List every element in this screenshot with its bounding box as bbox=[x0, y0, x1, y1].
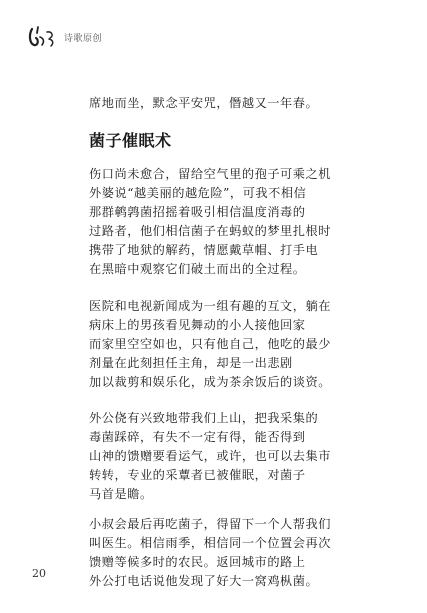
paragraph-3-line-5: 马首是瞻。 bbox=[89, 487, 153, 501]
paragraph-2-line-3: 而家里空空如也，只有他自己，他吃的最少 bbox=[89, 337, 332, 351]
page-number: 20 bbox=[32, 567, 46, 580]
paragraph-4-line-4: 外公打电话说他发现了好大一窝鸡枞菌。 bbox=[89, 574, 319, 588]
paragraph-3-line-4: 转转，专业的采蕈者已被催眠，对菌子 bbox=[89, 468, 306, 482]
paragraph-4-line-2: 叫医生。相信雨季，相信同一个位置会再次 bbox=[89, 536, 332, 550]
paragraph-3-line-3: 山神的馈赠要看运气，或许，也可以去集市 bbox=[89, 449, 332, 463]
paragraph-1-line-4: 过路者，他们相信菌子在蚂蚁的梦里扎根时 bbox=[89, 224, 332, 238]
paragraph-3-line-2: 毒菌踩碎，有失不一定有得，能否得到 bbox=[89, 430, 306, 444]
paragraph-1-line-6: 在黑暗中观察它们破土而出的全过程。 bbox=[89, 262, 306, 276]
paragraph-2-line-1: 医院和电视新闻成为一组有趣的互文，躺在 bbox=[89, 299, 332, 313]
calligraphy-logo-icon bbox=[26, 23, 62, 51]
paragraph-1-line-5: 携带了地狱的解药，情愿戴草帽、打手电 bbox=[89, 243, 319, 257]
paragraph-2-line-2: 病床上的男孩看见舞动的小人接他回家 bbox=[89, 318, 306, 332]
paragraph-2-line-5: 加以裁剪和娱乐化，成为茶余饭后的谈资。 bbox=[89, 375, 332, 389]
paragraph-4-line-1: 小叔会最后再吃菌子，得留下一个人帮我们 bbox=[89, 517, 332, 531]
paragraph-4-line-3: 馈赠等候多时的农民。返回城市的路上 bbox=[89, 555, 306, 569]
page-header bbox=[26, 22, 102, 52]
paragraph-1-line-2: 外婆说“越美丽的越危险”，可我不相信 bbox=[89, 186, 307, 200]
series-label: 诗歌原创 bbox=[64, 33, 103, 44]
paragraph-3-line-1: 外公侥有兴致地带我们上山，把我采集的 bbox=[89, 411, 319, 425]
paragraph-2-line-4: 剂量在此刻担任主角，却是一出悲剧 bbox=[89, 356, 293, 370]
paragraph-1-line-1: 伤口尚未愈合，留给空气里的孢子可乘之机 bbox=[89, 167, 332, 181]
paragraph-1-line-3: 那群鹌鹑菌招摇着吸引相信温度消毒的 bbox=[89, 205, 306, 219]
intro-line: 席地而坐，默念平安咒，僭越又一年春。 bbox=[89, 96, 319, 110]
poem-title: 菌子催眠术 bbox=[89, 131, 172, 150]
